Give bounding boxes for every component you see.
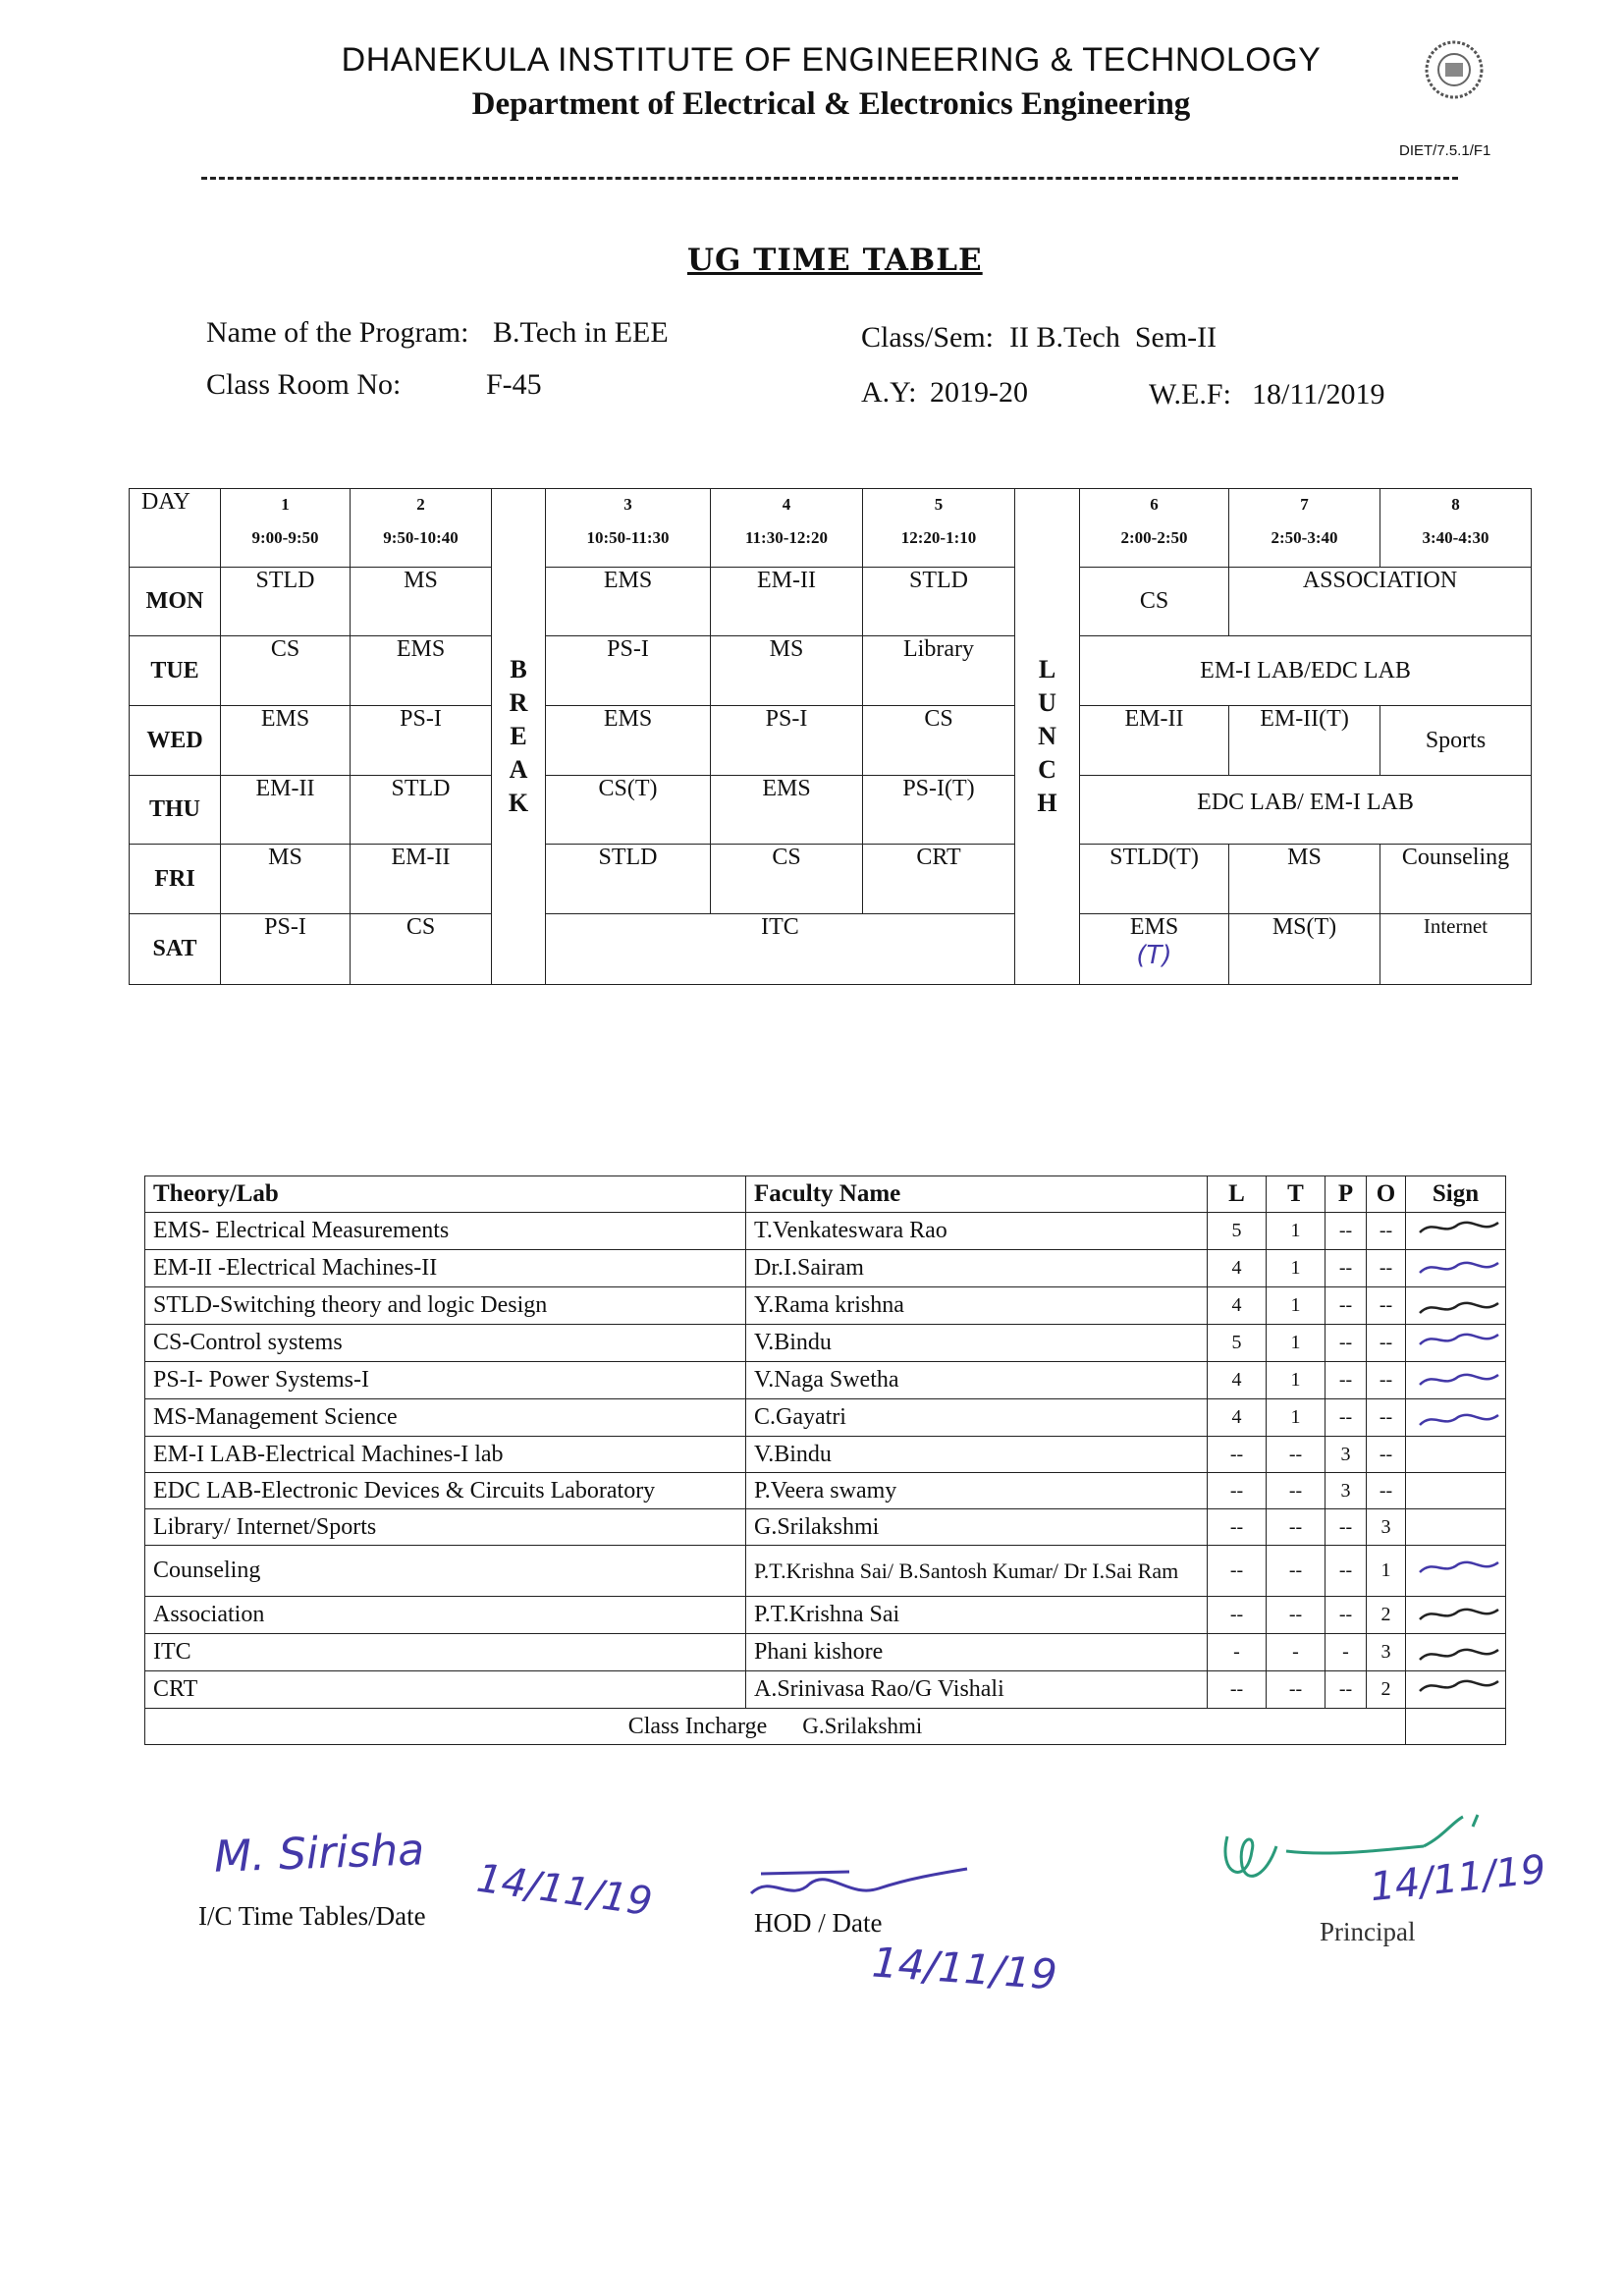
cell: STLD xyxy=(546,845,711,914)
o-cell: -- xyxy=(1367,1325,1406,1362)
signature-icon xyxy=(1414,1325,1502,1354)
faculty-cell: P.T.Krishna Sai/ B.Santosh Kumar/ Dr I.Sai Ram xyxy=(746,1546,1208,1597)
ic-signature: M. Sirisha xyxy=(213,1825,426,1883)
signature-icon xyxy=(1414,1399,1502,1429)
t-cell: 1 xyxy=(1267,1213,1325,1250)
cell: STLD xyxy=(351,776,492,845)
l-cell: -- xyxy=(1208,1546,1267,1597)
day-mon: MON xyxy=(130,568,221,636)
table-row xyxy=(145,1671,1506,1709)
cell: EMS xyxy=(711,776,863,845)
sign-cell xyxy=(1406,1597,1506,1634)
o-cell: 3 xyxy=(1367,1509,1406,1546)
period-header: 1 9:00-9:50 xyxy=(221,489,351,568)
t-cell: -- xyxy=(1267,1437,1325,1473)
t-cell: 1 xyxy=(1267,1287,1325,1325)
sign-cell xyxy=(1406,1399,1506,1437)
timetable xyxy=(129,488,1532,985)
o-cell: 2 xyxy=(1367,1671,1406,1709)
p-cell: -- xyxy=(1325,1362,1367,1399)
cell: PS-I(T) xyxy=(863,776,1015,845)
header-p: P xyxy=(1325,1176,1367,1213)
subject-cell: EM-II -Electrical Machines-II xyxy=(145,1250,746,1287)
o-cell: 3 xyxy=(1367,1634,1406,1671)
o-cell: -- xyxy=(1367,1287,1406,1325)
sign-cell xyxy=(1406,1546,1506,1597)
sign-cell xyxy=(1406,1437,1506,1473)
cell: EMS xyxy=(221,706,351,776)
table-row xyxy=(145,1473,1506,1509)
l-cell: -- xyxy=(1208,1671,1267,1709)
cell: STLD xyxy=(221,568,351,636)
signature-icon xyxy=(1414,1250,1502,1280)
cell: CS xyxy=(1080,568,1229,636)
p-cell: -- xyxy=(1325,1287,1367,1325)
cell: Sports xyxy=(1380,706,1532,776)
header-faculty: Faculty Name xyxy=(746,1176,1208,1213)
faculty-table xyxy=(144,1175,1506,1745)
sign-cell xyxy=(1406,1473,1506,1509)
subject-cell: EM-I LAB-Electrical Machines-I lab xyxy=(145,1437,746,1473)
sign-cell xyxy=(1406,1709,1506,1745)
class-incharge xyxy=(145,1709,1406,1745)
table-row xyxy=(145,1325,1506,1362)
o-cell: -- xyxy=(1367,1213,1406,1250)
faculty-cell: Phani kishore xyxy=(746,1634,1208,1671)
o-cell: -- xyxy=(1367,1437,1406,1473)
t-cell: 1 xyxy=(1267,1250,1325,1287)
t-cell: 1 xyxy=(1267,1362,1325,1399)
wef-value: 18/11/2019 xyxy=(1252,378,1385,410)
table-row xyxy=(145,1437,1506,1473)
sign-cell xyxy=(1406,1213,1506,1250)
period-header: 7 2:50-3:40 xyxy=(1229,489,1380,568)
day-thu: THU xyxy=(130,776,221,845)
break-column: B R E A K xyxy=(492,489,546,985)
subject-cell: Counseling xyxy=(145,1546,746,1597)
classsem-value: II B.Tech Sem-II xyxy=(1009,321,1217,354)
subject-cell: Association xyxy=(145,1597,746,1634)
cell: MS xyxy=(221,845,351,914)
cell: MS xyxy=(711,636,863,706)
subject-cell: CRT xyxy=(145,1671,746,1709)
t-cell: -- xyxy=(1267,1597,1325,1634)
hod-date: 14/11/19 xyxy=(870,1938,1059,1999)
ic-signature-date: 14/11/19 xyxy=(473,1855,655,1926)
classsem-label: Class/Sem: xyxy=(861,321,995,354)
cell: Library xyxy=(863,636,1015,706)
l-cell: -- xyxy=(1208,1437,1267,1473)
cell: EM-II xyxy=(1080,706,1229,776)
cell: EDC LAB/ EM-I LAB xyxy=(1080,776,1532,845)
faculty-cell: Y.Rama krishna xyxy=(746,1287,1208,1325)
l-cell: -- xyxy=(1208,1597,1267,1634)
p-cell: -- xyxy=(1325,1597,1367,1634)
program-value: B.Tech in EEE xyxy=(493,316,669,349)
l-cell: 5 xyxy=(1208,1325,1267,1362)
cell: CS xyxy=(711,845,863,914)
ic-caption: I/C Time Tables/Date xyxy=(198,1901,426,1931)
subject-cell: STLD-Switching theory and logic Design xyxy=(145,1287,746,1325)
cell: PS-I xyxy=(711,706,863,776)
subject-cell: EMS- Electrical Measurements xyxy=(145,1213,746,1250)
institute-name: DHANEKULA INSTITUTE OF ENGINEERING & TECHNOLOGY xyxy=(341,41,1322,79)
t-cell: -- xyxy=(1267,1671,1325,1709)
o-cell: 2 xyxy=(1367,1597,1406,1634)
signature-icon xyxy=(1414,1213,1502,1242)
subject-cell: CS-Control systems xyxy=(145,1325,746,1362)
room-value: F-45 xyxy=(486,368,542,401)
sign-cell xyxy=(1406,1250,1506,1287)
faculty-cell: Dr.I.Sairam xyxy=(746,1250,1208,1287)
subject-cell: PS-I- Power Systems-I xyxy=(145,1362,746,1399)
cell: EM-II(T) xyxy=(1229,706,1380,776)
l-cell: 4 xyxy=(1208,1399,1267,1437)
sign-cell xyxy=(1406,1325,1506,1362)
signature-icon xyxy=(1414,1597,1502,1626)
cell: Internet xyxy=(1380,914,1532,985)
table-row xyxy=(145,1287,1506,1325)
day-header: DAY xyxy=(130,489,221,568)
table-row xyxy=(145,1213,1506,1250)
sign-cell xyxy=(1406,1634,1506,1671)
ay-label: A.Y: xyxy=(861,376,917,409)
t-cell: 1 xyxy=(1267,1399,1325,1437)
divider xyxy=(201,177,1458,180)
signature-icon xyxy=(1414,1634,1502,1664)
sign-cell xyxy=(1406,1509,1506,1546)
p-cell: 3 xyxy=(1325,1437,1367,1473)
l-cell: -- xyxy=(1208,1473,1267,1509)
table-row xyxy=(145,1597,1506,1634)
t-cell: -- xyxy=(1267,1473,1325,1509)
class-incharge-label: Class Incharge xyxy=(627,1713,768,1739)
t-cell: 1 xyxy=(1267,1325,1325,1362)
subject-cell: Library/ Internet/Sports xyxy=(145,1509,746,1546)
cell: EM-II xyxy=(221,776,351,845)
cell: MS(T) xyxy=(1229,914,1380,985)
lunch-column: L U N C H xyxy=(1015,489,1080,985)
cell: EMS xyxy=(351,636,492,706)
l-cell: 4 xyxy=(1208,1362,1267,1399)
cell: CS xyxy=(351,914,492,985)
period-header: 5 12:20-1:10 xyxy=(863,489,1015,568)
l-cell: - xyxy=(1208,1634,1267,1671)
o-cell: -- xyxy=(1367,1362,1406,1399)
cell: EMS xyxy=(546,568,711,636)
room-label: Class Room No: xyxy=(206,368,402,401)
class-incharge-name: G.Srilakshmi xyxy=(802,1713,923,1738)
cell: Counseling xyxy=(1380,845,1532,914)
header-o: O xyxy=(1367,1176,1406,1213)
p-cell: -- xyxy=(1325,1250,1367,1287)
cell: PS-I xyxy=(221,914,351,985)
o-cell: -- xyxy=(1367,1250,1406,1287)
day-sat: SAT xyxy=(130,914,221,985)
period-header: 8 3:40-4:30 xyxy=(1380,489,1532,568)
cell: PS-I xyxy=(351,706,492,776)
header-subject: Theory/Lab xyxy=(145,1176,746,1213)
table-row xyxy=(145,1509,1506,1546)
signature-icon xyxy=(1414,1553,1502,1582)
page-title: UG TIME TABLE xyxy=(687,243,983,278)
o-cell: -- xyxy=(1367,1399,1406,1437)
cell: CS(T) xyxy=(546,776,711,845)
ay-value: 2019-20 xyxy=(930,376,1028,409)
period-header: 6 2:00-2:50 xyxy=(1080,489,1229,568)
cell: PS-I xyxy=(546,636,711,706)
sign-cell xyxy=(1406,1287,1506,1325)
wef-label: W.E.F: xyxy=(1149,378,1231,410)
signature-icon xyxy=(1414,1362,1502,1392)
cell: ITC xyxy=(546,914,1015,985)
period-header: 2 9:50-10:40 xyxy=(351,489,492,568)
day-wed: WED xyxy=(130,706,221,776)
table-row xyxy=(145,1634,1506,1671)
faculty-cell: P.Veera swamy xyxy=(746,1473,1208,1509)
p-cell: 3 xyxy=(1325,1473,1367,1509)
faculty-cell: C.Gayatri xyxy=(746,1399,1208,1437)
l-cell: 4 xyxy=(1208,1250,1267,1287)
cell: CS xyxy=(221,636,351,706)
signature-icon xyxy=(1414,1287,1502,1317)
faculty-cell: V.Naga Swetha xyxy=(746,1362,1208,1399)
sign-cell xyxy=(1406,1671,1506,1709)
p-cell: -- xyxy=(1325,1546,1367,1597)
program-label: Name of the Program: xyxy=(206,316,469,349)
document-code: DIET/7.5.1/F1 xyxy=(1399,142,1491,159)
header-l: L xyxy=(1208,1176,1267,1213)
p-cell: -- xyxy=(1325,1509,1367,1546)
college-seal-icon xyxy=(1424,39,1485,100)
l-cell: 4 xyxy=(1208,1287,1267,1325)
table-row xyxy=(145,1399,1506,1437)
cell: CS xyxy=(863,706,1015,776)
department-name: Department of Electrical & Electronics Engineering xyxy=(471,86,1191,122)
p-cell: - xyxy=(1325,1634,1367,1671)
t-cell: -- xyxy=(1267,1546,1325,1597)
principal-caption: Principal xyxy=(1320,1917,1416,1946)
l-cell: -- xyxy=(1208,1509,1267,1546)
t-cell: -- xyxy=(1267,1509,1325,1546)
subject-cell: ITC xyxy=(145,1634,746,1671)
header-sign: Sign xyxy=(1406,1176,1506,1213)
cell: STLD(T) xyxy=(1080,845,1229,914)
cell: EM-II xyxy=(711,568,863,636)
cell: CRT xyxy=(863,845,1015,914)
table-row xyxy=(145,1546,1506,1597)
cell: EM-I LAB/EDC LAB xyxy=(1080,636,1532,706)
p-cell: -- xyxy=(1325,1399,1367,1437)
period-header: 3 10:50-11:30 xyxy=(546,489,711,568)
subject-cell: EDC LAB-Electronic Devices & Circuits Laboratory xyxy=(145,1473,746,1509)
table-row xyxy=(145,1362,1506,1399)
faculty-cell: V.Bindu xyxy=(746,1437,1208,1473)
table-row xyxy=(145,1250,1506,1287)
faculty-cell: A.Srinivasa Rao/G Vishali xyxy=(746,1671,1208,1709)
o-cell: 1 xyxy=(1367,1546,1406,1597)
signature-icon xyxy=(1414,1671,1502,1701)
faculty-cell: P.T.Krishna Sai xyxy=(746,1597,1208,1634)
handwritten-note: (T) xyxy=(1136,941,1172,970)
cell: EMS xyxy=(546,706,711,776)
p-cell: -- xyxy=(1325,1671,1367,1709)
header-t: T xyxy=(1267,1176,1325,1213)
faculty-cell: G.Srilakshmi xyxy=(746,1509,1208,1546)
cell xyxy=(1080,914,1229,985)
cell-text: EMS xyxy=(1129,914,1179,940)
day-tue: TUE xyxy=(130,636,221,706)
o-cell: -- xyxy=(1367,1473,1406,1509)
cell: ASSOCIATION xyxy=(1229,568,1532,636)
t-cell: - xyxy=(1267,1634,1325,1671)
period-header: 4 11:30-12:20 xyxy=(711,489,863,568)
principal-date: 14/11/19 xyxy=(1368,1846,1548,1911)
subject-cell: MS-Management Science xyxy=(145,1399,746,1437)
p-cell: -- xyxy=(1325,1325,1367,1362)
faculty-cell: V.Bindu xyxy=(746,1325,1208,1362)
hod-caption: HOD / Date xyxy=(754,1908,883,1938)
day-fri: FRI xyxy=(130,845,221,914)
cell: STLD xyxy=(863,568,1015,636)
faculty-cell: T.Venkateswara Rao xyxy=(746,1213,1208,1250)
cell: MS xyxy=(351,568,492,636)
sign-cell xyxy=(1406,1362,1506,1399)
cell: EM-II xyxy=(351,845,492,914)
p-cell: -- xyxy=(1325,1213,1367,1250)
l-cell: 5 xyxy=(1208,1213,1267,1250)
cell: MS xyxy=(1229,845,1380,914)
